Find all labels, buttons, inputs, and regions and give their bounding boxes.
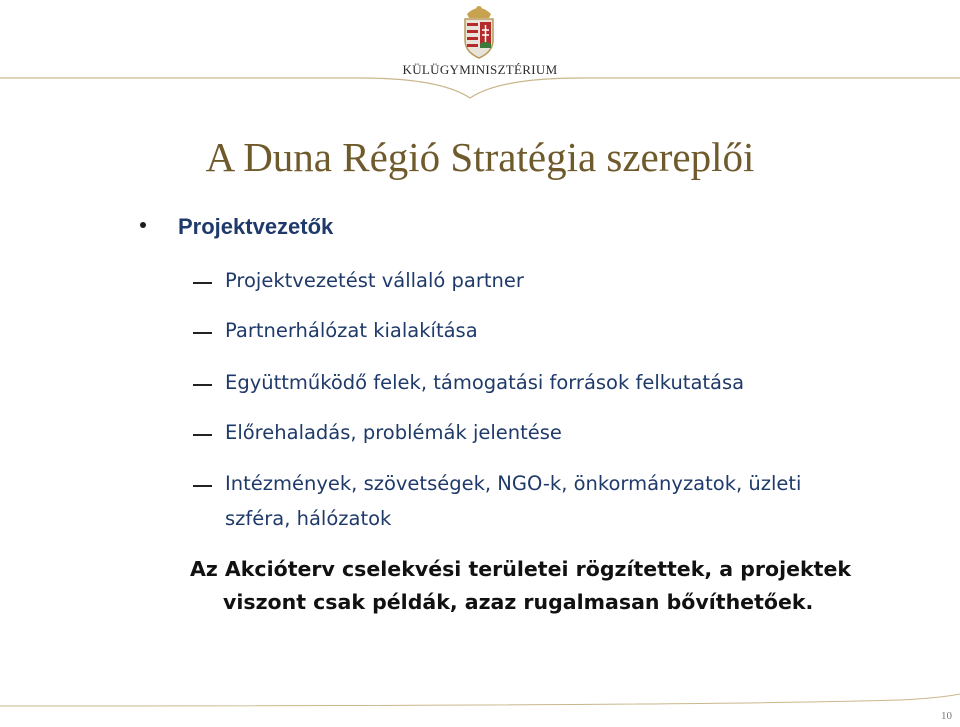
header-divider bbox=[0, 76, 960, 100]
note-line-1: Az Akcióterv cselekvési területei rögzítettek, a projektek bbox=[190, 557, 851, 581]
sub-item: Partnerhálózat kialakítása bbox=[225, 319, 478, 342]
bullet-icon bbox=[140, 222, 146, 228]
dash-icon bbox=[193, 282, 212, 284]
slide-title: A Duna Régió Stratégia szereplői bbox=[205, 134, 755, 180]
sub-item: Előrehaladás, problémák jelentése bbox=[225, 421, 562, 444]
action-plan-note bbox=[190, 553, 851, 619]
note-line-2: viszont csak példák, azaz rugalmasan bővíthetőek. bbox=[223, 590, 814, 614]
hungarian-coat-of-arms-icon bbox=[447, 2, 511, 60]
dash-icon bbox=[193, 485, 212, 487]
footer-divider bbox=[0, 690, 960, 720]
sub-item: Intézmények, szövetségek, NGO-k, önkormányzatok, üzleti bbox=[225, 472, 802, 495]
bullet-heading: Projektvezetők bbox=[178, 214, 334, 239]
sub-item: Együttműködő felek, támogatási források felkutatása bbox=[225, 371, 745, 394]
dash-icon bbox=[193, 384, 212, 386]
page-number: 10 bbox=[941, 710, 952, 722]
dash-icon bbox=[193, 434, 212, 436]
sub-item-continuation: szféra, hálózatok bbox=[225, 507, 392, 530]
organization-name: KÜLÜGYMINISZTÉRIUM bbox=[402, 62, 558, 77]
dash-icon bbox=[193, 332, 212, 334]
sub-item: Projektvezetést vállaló partner bbox=[225, 269, 524, 292]
